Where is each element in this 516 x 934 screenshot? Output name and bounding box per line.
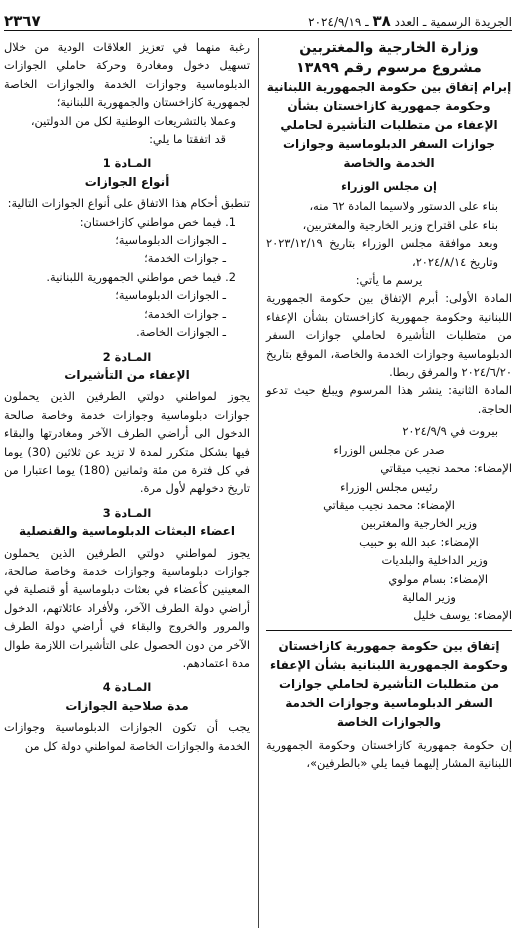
article-3-heading: المـادة 3: [102, 505, 152, 520]
basis-proposal: بناء على اقتراح وزير الخارجية والمغتربين،: [302, 217, 498, 232]
council-heading: إن مجلس الوزراء: [341, 179, 437, 193]
article-2-heading: المـادة 2: [102, 349, 152, 364]
article-first: المادة الأولى: أبرم الإتفاق بين حكومة الجمهورية اللبنانية وحكومة جمهورية كازاخستان بشأن الإعفاء من متطلبات التأشيرة لحاملي جوازات السفر الدبلوماسية وجوازات الخدمة والخاصة، الموقع بتاريخ ٢٠٢٤/٦/٢٠ والمرفق ربطا.: [266, 291, 512, 380]
article-2-title: الإعفاء من التأشيرات: [64, 367, 190, 382]
ministry-title: وزارة الخارجية والمغتربين: [299, 40, 479, 56]
right-column: [266, 38, 512, 928]
agreement-title: إتفاق بين حكومة جمهورية كازاخستان وحكومة الجمهورية اللبنانية بشأن الإعفاء من متطلبات التأشيرة لحاملي جوازات السفر الدبلوماسية وجوازات الخدمة والجوازات الخاصة: [270, 638, 508, 729]
im-title: وزير الداخلية والبلديات: [381, 553, 488, 568]
signature-im: الإمضاء: بسام مولوي: [388, 571, 488, 586]
issued-by: صدر عن مجلس الوزراء: [333, 442, 445, 457]
article-1-item-2: 2. فيما خص مواطني الجمهورية اللبنانية.: [46, 269, 236, 284]
page-number: ٢٣٦٧: [4, 12, 41, 30]
signature-fin: الإمضاء: يوسف خليل: [413, 608, 512, 623]
article-second: المادة الثانية: ينشر هذا المرسوم ويبلغ حيث تدعو الحاجة.: [266, 383, 512, 416]
preamble-legislation: وعملا بالتشريعات الوطنية لكل من الدولتين،: [30, 113, 236, 128]
article-2-text: يجوز لمواطني دولتي الطرفين الذين يحملون جوازات دبلوماسية وجوازات خدمة وخاصة صالحة الدخول الى أراضي الطرف الآخر ومغادرتها والبقاء فيها بشكل متكرر لمدة لا تزيد عن ثلاثين (30) يوما في كل فترة من مئة وثمانين (180) يوما اعتبارا من تاريخ دخولهم لأول مرة.: [4, 389, 250, 496]
fm-title: وزير الخارجية والمغتربين: [360, 516, 478, 531]
section-rule: [266, 630, 512, 631]
pm-title: رئيس مجلس الوزراء: [340, 479, 438, 494]
decree-title: إبرام إتفاق بين حكومة الجمهورية اللبنانية وحكومة جمهورية كازاخستان بشأن الإعفاء من متطلبات التأشيرة لحاملي جوازات السفر الدبلوماسية وجوازات الخدمة والخاصة: [266, 80, 512, 170]
article-1-item-1a: ـ الجوازات الدبلوماسية؛: [115, 233, 226, 248]
article-4-heading: المـادة 4: [102, 680, 152, 695]
article-4-text: يجب أن تكون الجوازات الدبلوماسية وجوازات الخدمة والجوازات الخاصة لمواطني دولة كل من: [4, 720, 250, 753]
article-1-heading: المـادة 1: [102, 156, 152, 171]
place-date: بيروت في ٢٠٢٤/٩/٩: [402, 424, 498, 439]
page-header: [4, 6, 512, 31]
column-divider: [258, 38, 259, 928]
decrees-heading: يرسم ما يأتي:: [355, 273, 423, 288]
signature-fm: الإمضاء: عبد الله بو حبيب: [359, 534, 479, 549]
issue-number: ٣٨: [372, 12, 391, 30]
article-1-item-2c: ـ الجوازات الخاصة.: [136, 325, 226, 340]
issue-date: ـ ٢٠٢٤/٩/١٩: [308, 15, 369, 29]
preamble-purpose: رغبة منهما في تعزيز العلاقات الودية من خلال تسهيل دخول ومغادرة وحركة حاملي الجوازات الدبلوماسية وجوازات الخدمة والجوازات الخاصة لجمهورية كازاخستان والجمهورية اللبنانية؛: [4, 40, 250, 110]
publication-name: الجريدة الرسمية ـ العدد: [394, 15, 512, 29]
article-1-intro: تنطبق أحكام هذا الاتفاق على أنواع الجوازات التالية:: [7, 196, 250, 211]
fin-title: وزير المالية: [402, 589, 456, 604]
article-1-item-2b: ـ جوازات الخدمة؛: [144, 306, 226, 321]
article-1-item-1b: ـ جوازات الخدمة؛: [144, 251, 226, 266]
publication-info: [308, 12, 512, 30]
article-1-item-1: 1. فيما خص مواطني كازاخستان:: [79, 214, 236, 229]
signature-pm: الإمضاء: محمد نجيب ميقاتي: [323, 497, 455, 512]
preamble-agreed: قد اتفقتا ما يلي:: [149, 132, 226, 147]
signature-council: الإمضاء: محمد نجيب ميقاتي: [380, 461, 512, 476]
article-3-text: يجوز لمواطني دولتي الطرفين الذين يحملون جوازات دبلوماسية وجوازات خدمة وخاصة صالحة، المعينين كأعضاء في بعثات دبلوماسية أو قنصلية في أراضي دولة الطرف الآخر، ولأفراد عائلاتهم، الدخول والمرور والخروج والبقاء في أراضي دولة الطرف الآخر من دون الحصول على التأشيرات اللازمة طوال مدة اعتمادهم.: [4, 545, 250, 670]
basis-approval: وبعد موافقة مجلس الوزراء بتاريخ ٢٠٢٣/١٢/١٩ وتاريخ ٢٠٢٤/٨/١٤،: [266, 236, 498, 269]
left-column: [4, 38, 250, 928]
article-3-title: اعضاء البعثات الدبلوماسية والقنصلية: [19, 524, 235, 539]
basis-constitution: بناء على الدستور ولاسيما المادة ٦٢ منه،: [309, 199, 498, 214]
article-4-title: مدة صلاحية الجوازات: [65, 698, 189, 713]
article-1-item-2a: ـ الجوازات الدبلوماسية؛: [115, 288, 226, 303]
agreement-intro: إن حكومة جمهورية كازاخستان وحكومة الجمهورية اللبنانية المشار إليهما فيما يلي «بالطرفين»،: [266, 737, 512, 771]
article-1-title: أنواع الجوازات: [84, 174, 170, 189]
decree-number: مشروع مرسوم رقم ١٣٨٩٩: [296, 60, 482, 76]
